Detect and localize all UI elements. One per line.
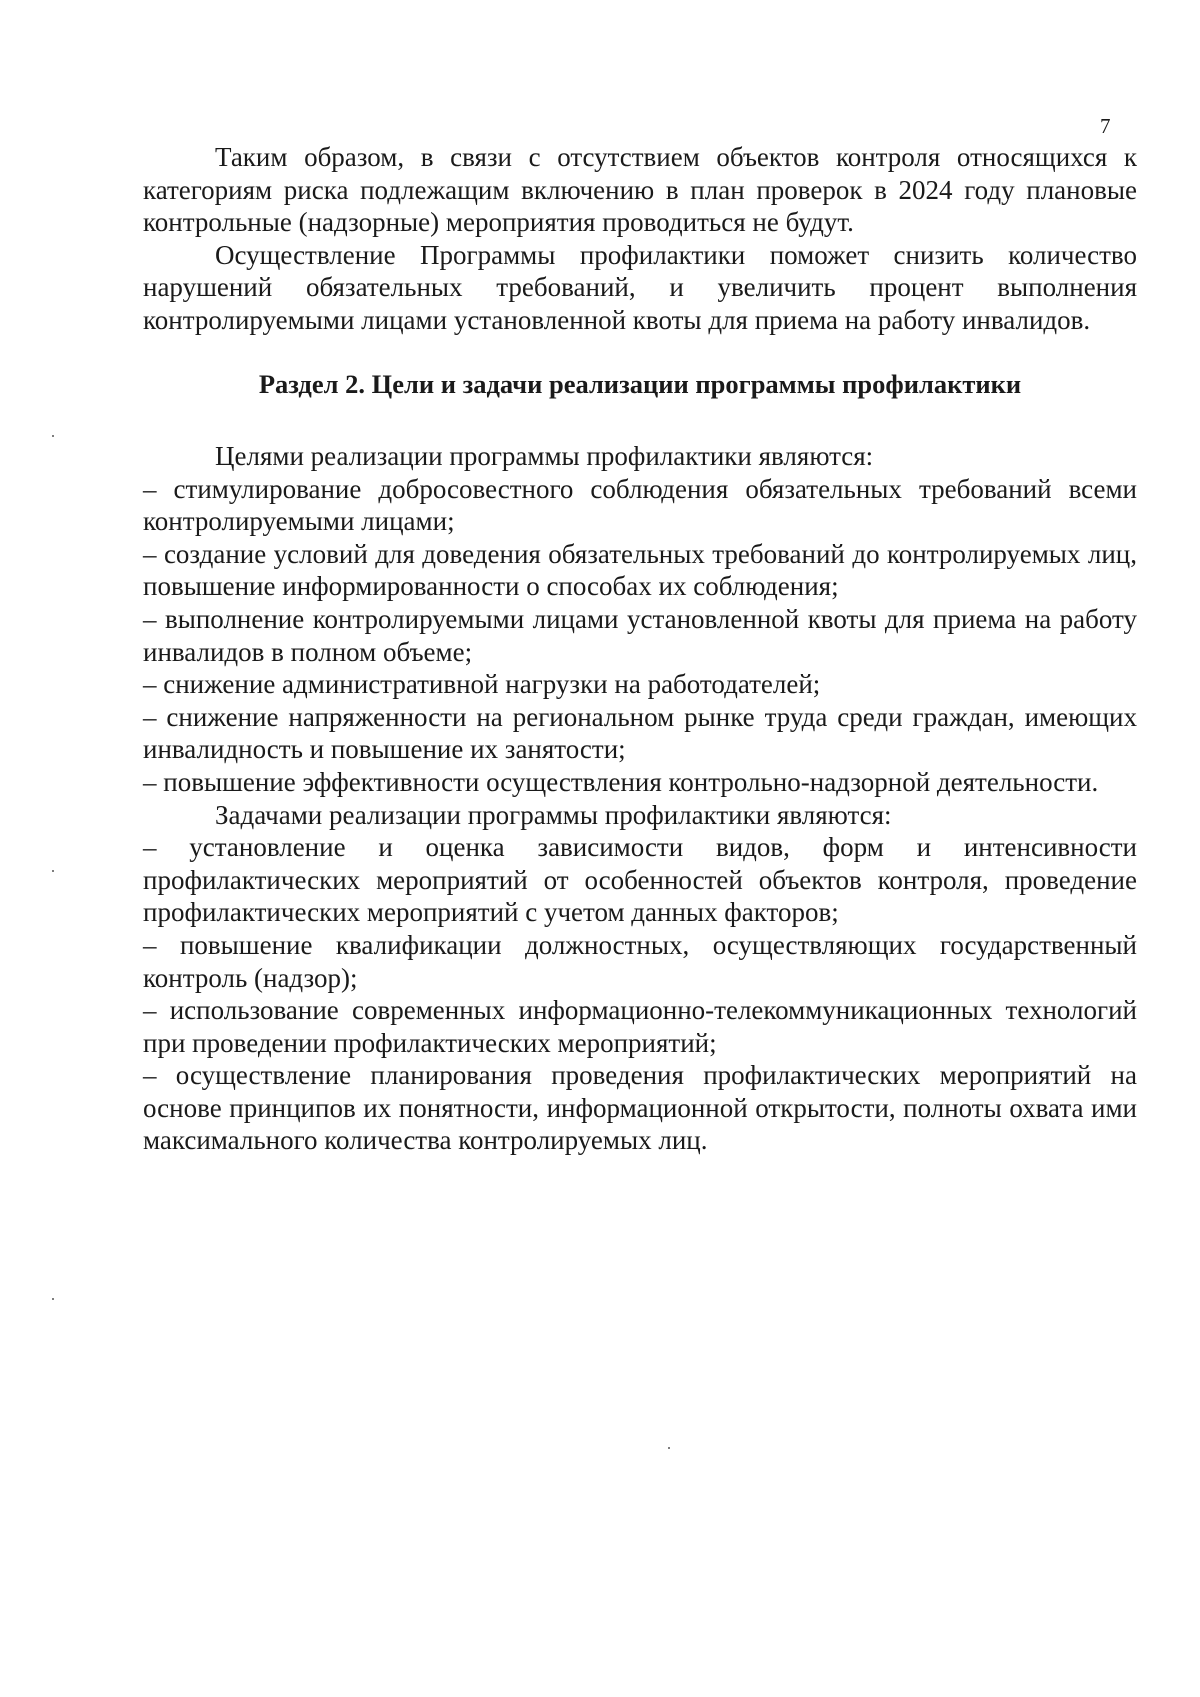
scan-speck xyxy=(52,435,54,437)
goals-intro: Целями реализации программы профилактики являются: xyxy=(215,441,874,471)
section-title: Раздел 2. Цели и задачи реализации программы профилактики xyxy=(258,369,1022,399)
scan-speck xyxy=(668,1447,670,1449)
scan-speck xyxy=(52,1298,54,1300)
section-2 xyxy=(143,367,1137,1157)
intro-paragraph-2: Осуществление Программы профилактики поможет снизить количество нарушений обязательных требований, и увеличить процент выполнения контролируемыми лицами установленной квоты для приема на работу инвалидов. xyxy=(143,239,1137,335)
goal-item: – повышение эффективности осуществления контрольно-надзорной деятельности. xyxy=(143,766,1099,797)
goal-item: – снижение напряженности на региональном рынке труда среди граждан, имеющих инвалидность и повышение их занятости; xyxy=(143,701,1137,765)
task-item: – использование современных информационно-телекоммуникационных технологий при проведении профилактических мероприятий; xyxy=(143,995,1137,1058)
heading-spacer xyxy=(143,401,1137,440)
goal-item: – стимулирование добросовестного соблюдения обязательных требований всеми контролируемыми лицами; xyxy=(143,473,1137,537)
goal-item: – снижение административной нагрузки на работодателей; xyxy=(143,669,821,700)
task-item: – повышение квалификации должностных, осуществляющих государственный контроль (надзор); xyxy=(143,929,1137,993)
goal-item: – создание условий для доведения обязательных требований до контролируемых лиц, повышение информированности о способах их соблюдения; xyxy=(143,538,1137,602)
tasks-intro: Задачами реализации программы профилактики являются: xyxy=(215,799,892,830)
intro-block xyxy=(143,141,1137,337)
intro-paragraph-1: Таким образом, в связи с отсутствием объектов контроля относящихся к категориям риска подлежащим включению в план проверок в 2024 году плановые контрольные (надзорные) мероприятия проводиться не будут. xyxy=(143,142,1137,238)
goal-item: – выполнение контролируемыми лицами установленной квоты для приема на работу инвалидов в полном объеме; xyxy=(143,603,1137,667)
page-number: 7 xyxy=(1100,114,1111,138)
scan-speck xyxy=(52,870,54,872)
task-item: – осуществление планирования проведения профилактических мероприятий на основе принципов их понятности, информационной открытости, полноты охвата ими максимального количества контролируемых лиц. xyxy=(143,1060,1137,1156)
task-item: – установление и оценка зависимости видов, форм и интенсивности профилактических мероприятий от особенностей объектов контроля, проведение профилактических мероприятий с учетом данных факторов; xyxy=(143,832,1137,928)
